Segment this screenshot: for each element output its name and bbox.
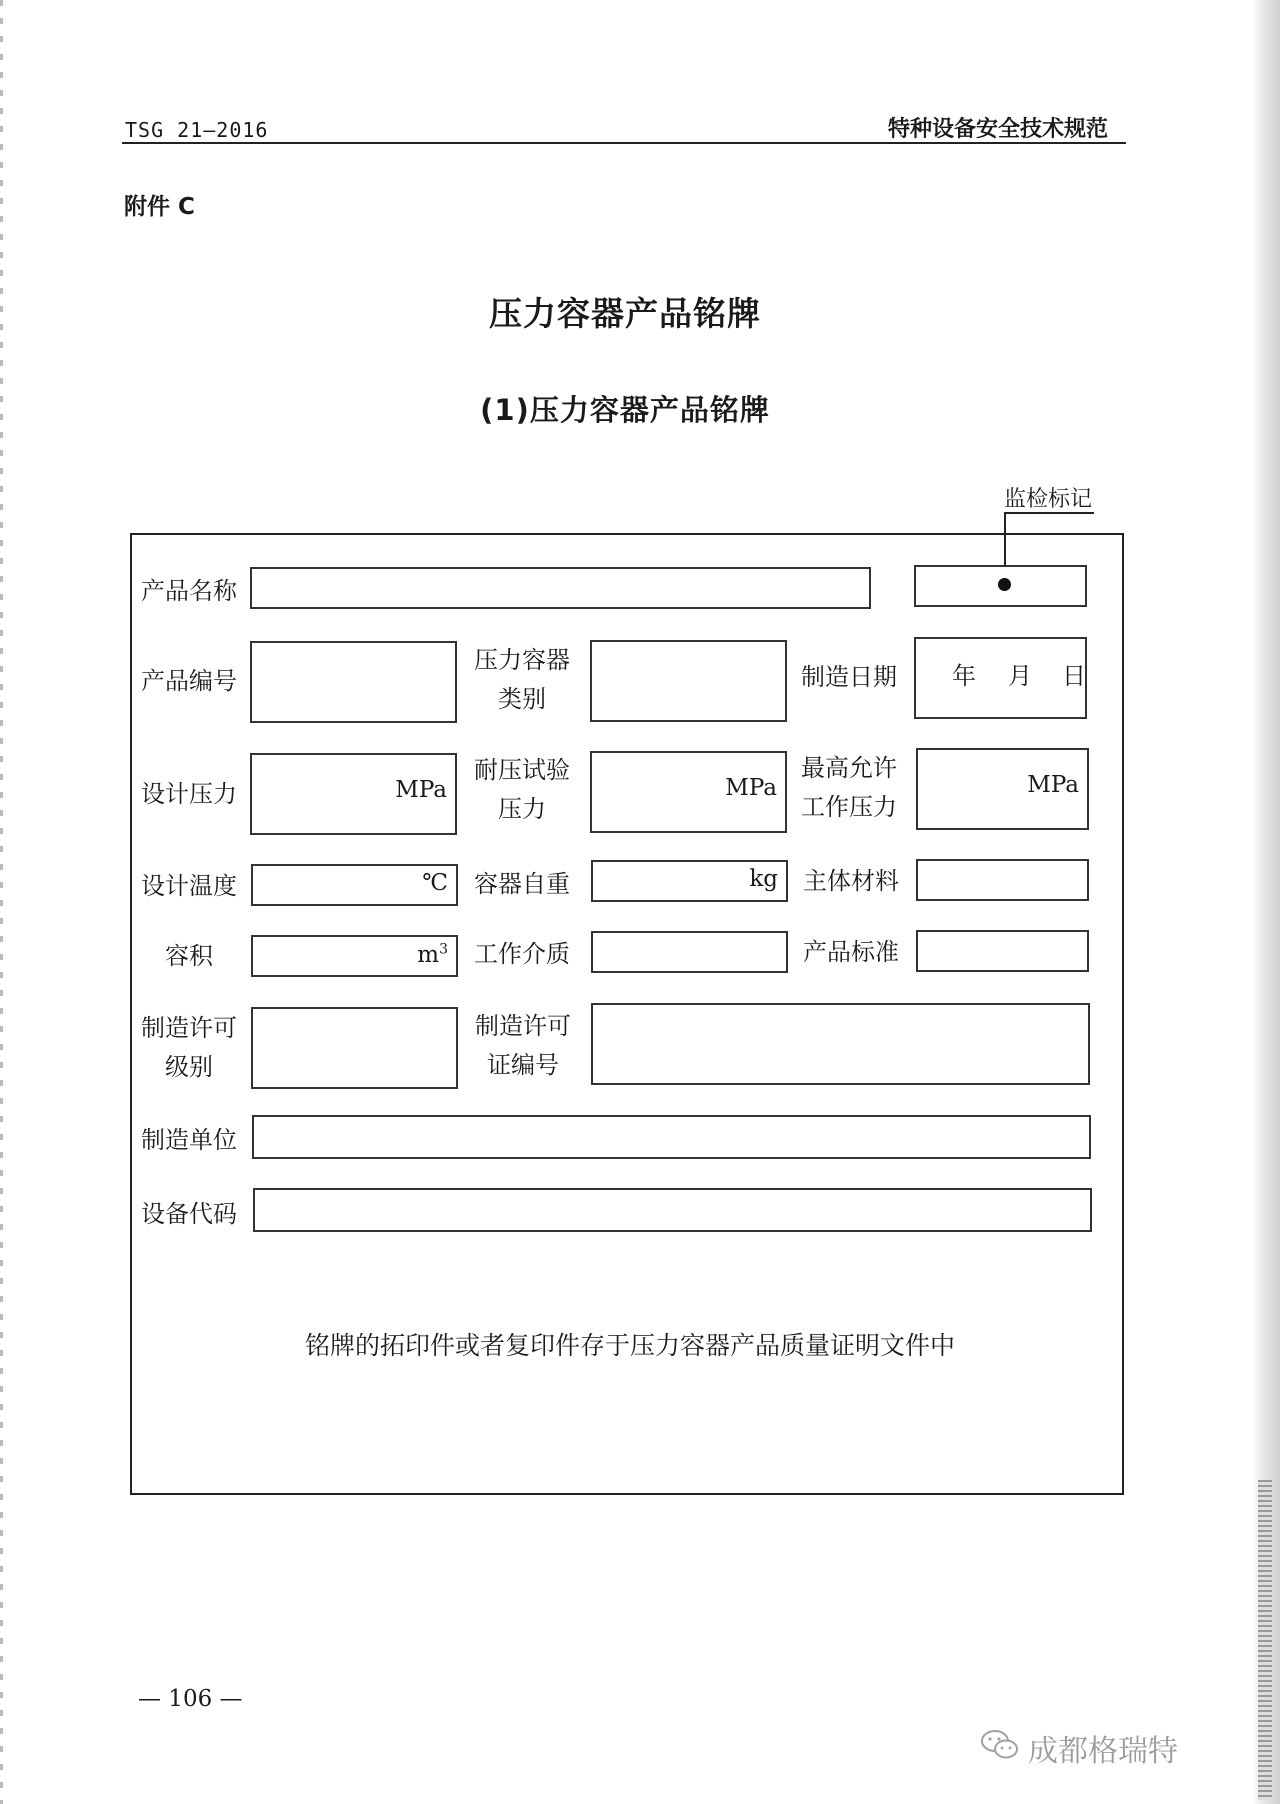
page-subtitle: (1)压力容器产品铭牌 [480,393,770,427]
label-product-name: 产品名称 [141,577,237,605]
product-name-field[interactable] [250,567,871,609]
license-level-field[interactable] [251,1007,458,1089]
header-rule [122,142,1126,144]
wechat-icon [980,1728,1020,1762]
label-product-no: 产品编号 [141,667,237,695]
manufacturer-field[interactable] [252,1115,1091,1159]
label-product-standard: 产品标准 [803,938,899,966]
label-license-no-line2: 证编号 [487,1051,559,1079]
label-main-material: 主体材料 [803,867,899,895]
label-self-weight: 容器自重 [474,870,570,898]
header-series: 特种设备安全技术规范 [888,117,1109,142]
inspection-mark-label: 监检标记 [1004,487,1093,512]
product-standard-field[interactable] [916,930,1089,972]
label-mfg-date: 制造日期 [801,663,897,691]
license-no-field[interactable] [591,1003,1090,1085]
volume-field[interactable] [251,935,458,977]
scan-edge-right-noise [1258,1480,1272,1800]
date-year-label: 年 [952,662,976,690]
annex-label: 附件 C [124,194,195,220]
self-weight-unit: kg [749,866,778,892]
inspection-mark-dot [998,578,1011,591]
date-day-label: 日 [1062,662,1086,690]
label-volume: 容积 [165,942,213,970]
test-pressure-field[interactable] [590,751,787,833]
header-code: TSG 21—2016 [125,118,269,142]
scan-edge-left [0,0,3,1804]
label-medium: 工作介质 [474,940,570,968]
label-vessel-category-line1: 压力容器 [474,646,570,674]
page-title: 压力容器产品铭牌 [489,294,761,333]
date-month-label: 月 [1008,662,1032,690]
max-pressure-unit: MPa [1027,772,1079,798]
label-vessel-category-line2: 类别 [498,685,546,713]
volume-unit [417,942,448,968]
self-weight-field[interactable] [591,860,788,902]
volume-unit-exponent: 3 [439,941,448,957]
label-test-pressure-line1: 耐压试验 [474,756,570,784]
design-pressure-field[interactable] [250,753,457,835]
label-max-pressure-line2: 工作压力 [801,793,897,821]
label-equipment-code: 设备代码 [141,1200,237,1228]
main-material-field[interactable] [916,859,1089,901]
design-temp-unit: ℃ [422,870,448,896]
test-pressure-unit: MPa [725,775,777,801]
product-no-field[interactable] [250,641,457,723]
medium-field[interactable] [591,931,788,973]
design-pressure-unit: MPa [395,777,447,803]
label-manufacturer: 制造单位 [141,1126,237,1154]
label-license-level-line2: 级别 [165,1053,213,1081]
label-license-level-line1: 制造许可 [141,1014,237,1042]
label-max-pressure-line1: 最高允许 [801,754,897,782]
watermark-text: 成都格瑞特 [1028,1734,1178,1769]
label-license-no-line1: 制造许可 [475,1012,571,1040]
inspection-leader-horizontal [1004,512,1094,514]
equipment-code-field[interactable] [253,1188,1092,1232]
vessel-category-field[interactable] [590,640,787,722]
max-pressure-field[interactable] [916,748,1089,830]
label-design-temp: 设计温度 [141,872,237,900]
label-design-pressure: 设计压力 [141,780,237,808]
design-temp-field[interactable] [251,864,458,906]
page-number: — 106 — [138,1686,243,1712]
volume-unit-base: m [417,941,440,968]
label-test-pressure-line2: 压力 [498,795,546,823]
nameplate-notice: 铭牌的拓印件或者复印件存于压力容器产品质量证明文件中 [304,1331,955,1360]
